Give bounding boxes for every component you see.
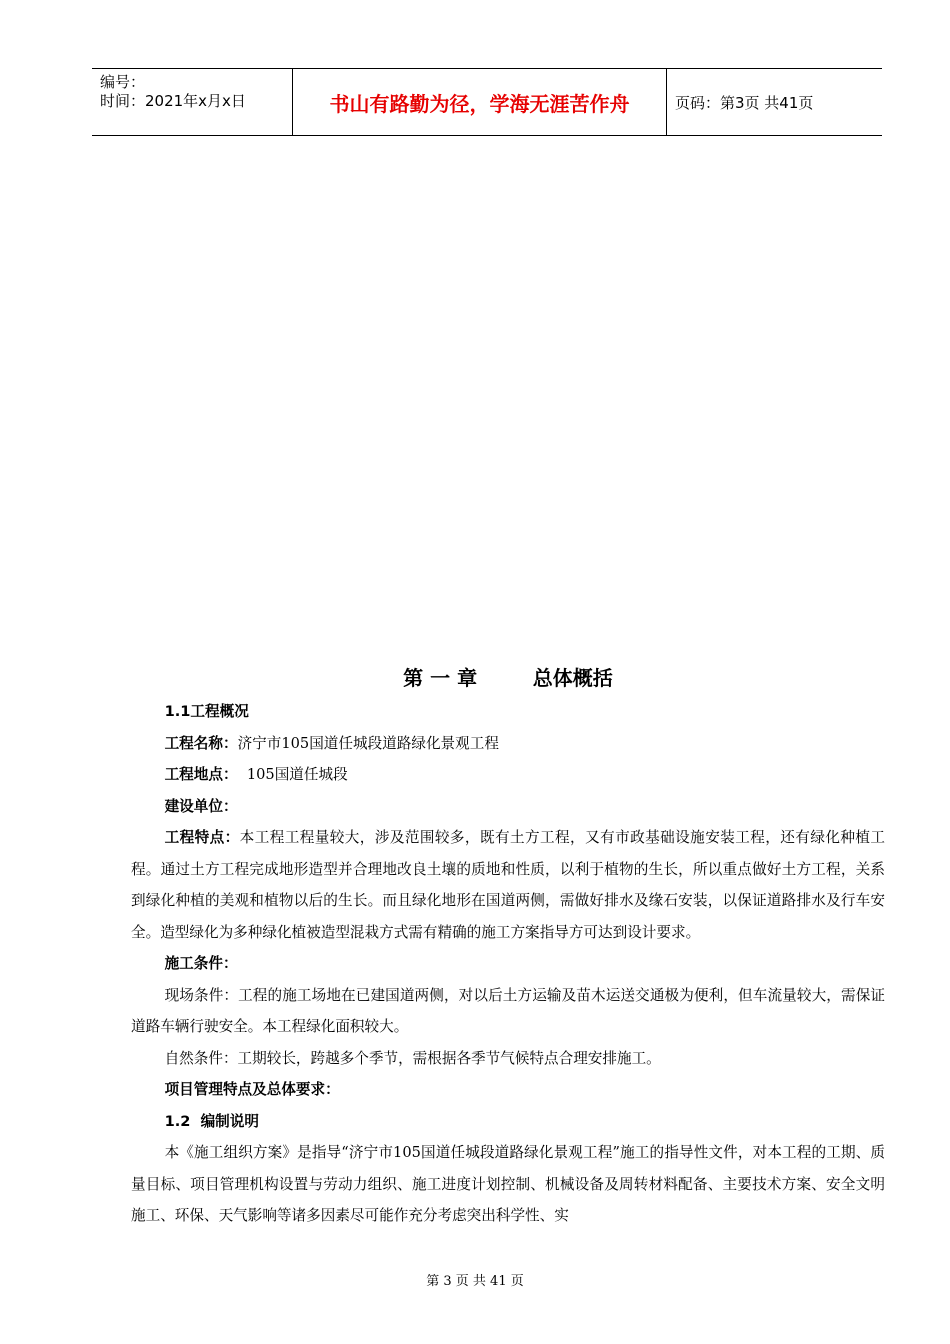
header-motto: 书山有路勤为径，学海无涯苦作舟 [293, 69, 667, 135]
project-location-value: 105国道任城段 [237, 766, 348, 783]
site-conditions: 现场条件：工程的施工场地在已建国道两侧，对以后土方运输及苗木运送交通极为便利，但车流量较大，需保证道路车辆行驶安全。本工程绿化面积较大。 [131, 986, 885, 1035]
code-label: 编号： [100, 73, 146, 91]
project-name-label: 工程名称： [164, 734, 238, 752]
project-features-text: 本工程工程量较大，涉及范围较多，既有土方工程，又有市政基础设施安装工程，还有绿化种植工程。通过土方工程完成地形造型并合理地改良土壤的质地和性质，以利于植物的生长，所以重点做好土方工程，关系到绿化种植的美观和植物以后的生长。而且绿化地形在国道两侧，需做好排水及缘石安装，以保证道路排水及行车安全。造型绿化为多种绿化植被造型混栽方式需有精确的施工方案指导方可达到设计要求。 [131, 829, 885, 941]
section-heading-1-2: 1.2 编制说明 [164, 1112, 259, 1130]
project-features [131, 822, 885, 948]
construction-conditions-label: 施工条件： [164, 955, 238, 972]
project-location [131, 759, 885, 791]
header-page-info: 页码：第3页 共41页 [675, 93, 814, 112]
page-header [92, 68, 882, 136]
page-footer: 第 3 页 共 41 页 [426, 1274, 524, 1289]
project-name-value: 济宁市105国道任城段道路绿化景观工程 [237, 734, 499, 752]
natural-conditions: 自然条件：工期较长，跨越多个季节，需根据各季节气候特点合理安排施工。 [164, 1049, 661, 1067]
management-requirements-label: 项目管理特点及总体要求： [164, 1081, 340, 1098]
header-meta [92, 69, 293, 135]
compilation-intro: 本《施工组织方案》是指导“济宁市105国道任城段道路绿化景观工程”施工的指导性文件，对本工程的工期、质量目标、项目管理机构设置与劳动力组织、施工进度计划控制、机械设备及周转材料配备、主要技术方案、安全文明施工、环保、天气影响等诸多因素尽可能作充分考虑突出科学性、实 [131, 1144, 885, 1224]
project-features-label: 工程特点： [164, 829, 240, 846]
chapter-title: 第 一 章 总体概括 [403, 666, 613, 690]
construction-unit-label: 建设单位： [164, 797, 238, 815]
project-name [131, 728, 885, 760]
project-location-label: 工程地点： [164, 766, 238, 783]
section-heading-1-1: 1.1工程概况 [164, 703, 249, 720]
time-label: 时间：2021年x月x日 [100, 92, 246, 110]
document-body [131, 660, 885, 1232]
